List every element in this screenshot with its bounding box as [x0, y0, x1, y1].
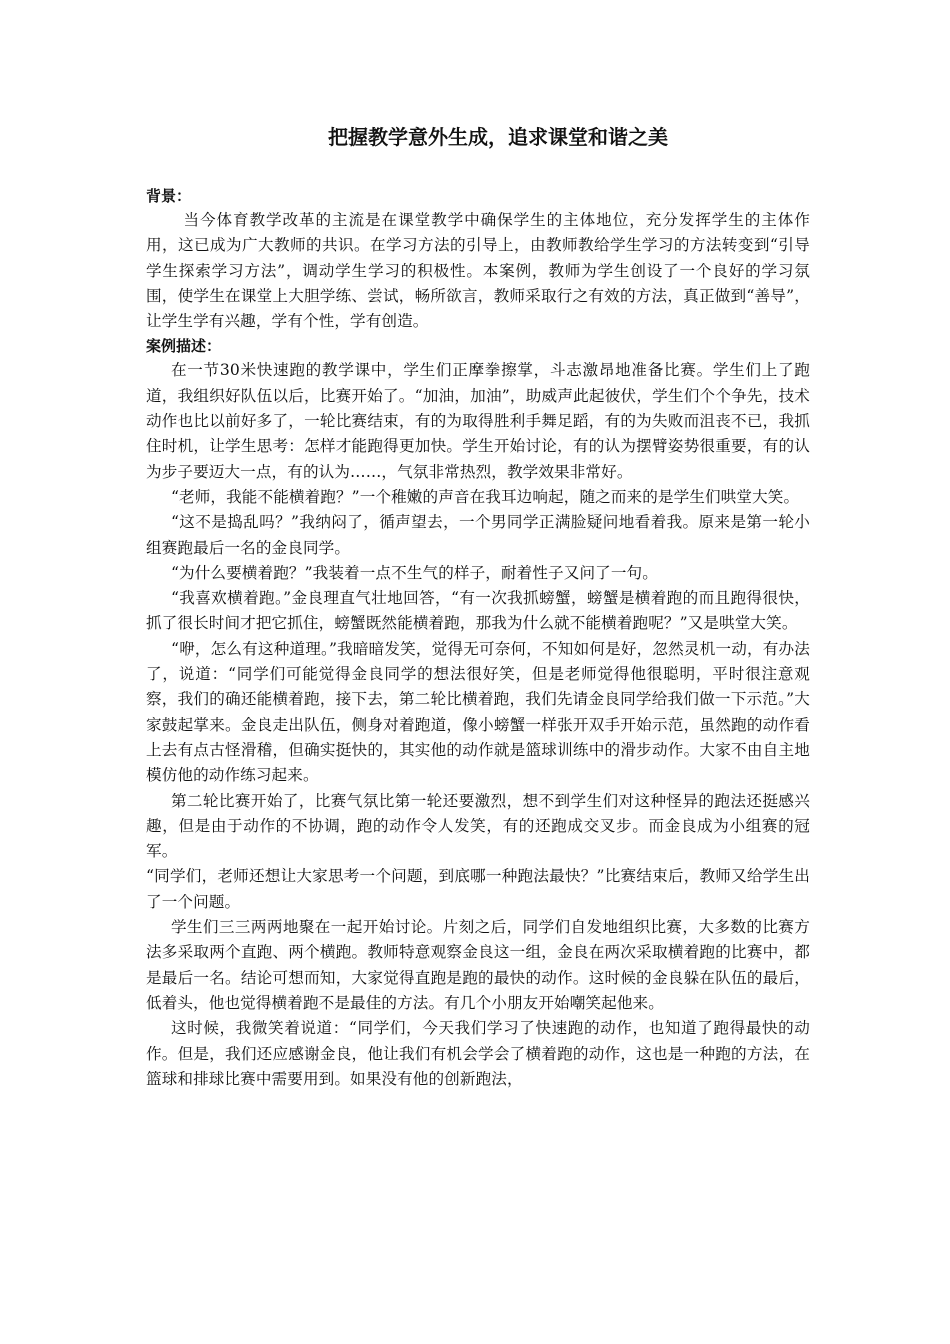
case-paragraph: 第二轮比赛开始了，比赛气氛比第一轮还要激烈，想不到学生们对这种怪异的跑法还挺感兴趣，但是由于动作的不协调，跑的动作令人发笑，有的还跑成交叉步。而金良成为小组赛的冠军。 [146, 791, 810, 861]
case-paragraph: “这不是捣乱吗？”我纳闷了，循声望去，一个男同学正满脸疑问地看着我。原来是第一轮小组赛跑最后一名的金良同学。 [146, 513, 810, 557]
case-paragraph: “老师，我能不能横着跑？”一个稚嫩的声音在我耳边响起，随之而来的是学生们哄堂大笑。 [170, 487, 800, 506]
case-paragraph: 在一节30米快速跑的教学课中，学生们正摩拳擦掌，斗志激昂地准备比赛。学生们上了跑道，我组织好队伍以后，比赛开始了。“加油，加油”，助威声此起彼伏，学生们个个争先，技术动作也比以前好多了，一轮比赛结束，有的为取得胜利手舞足蹈，有的为失败而沮丧不已，我抓住时机，让学生思考：怎样才能跑得更加快。学生开始讨论，有的认为摆臂姿势很重要，有的认为步子要迈大一点，有的认为……，气氛非常热烈，教学效果非常好。 [146, 361, 810, 481]
background-paragraph: 当今体育教学改革的主流是在课堂教学中确保学生的主体地位，充分发挥学生的主体作用，这已成为广大教师的共识。在学习方法的引导上，由教师教给学生学习的方法转变到“引导学生探索学习方法”，调动学生学习的积极性。本案例，教师为学生创设了一个良好的学习氛围，使学生在课堂上大胆学练、尝试，畅所欲言，教师采取行之有效的方法，真正做到“善导”，让学生学有兴趣，学有个性，学有创造。 [146, 211, 810, 331]
case-heading: 案例描述： [146, 337, 222, 356]
case-paragraph: “同学们，老师还想让大家思考一个问题，到底哪一种跑法最快？”比赛结束后，教师又给学生出了一个问题。 [146, 867, 810, 911]
background-heading: 背景： [146, 187, 192, 205]
document-page [146, 120, 810, 1092]
case-paragraph: “为什么要横着跑？”我装着一点不生气的样子，耐着性子又问了一句。 [170, 563, 658, 582]
document-title: 把握教学意外生成，追求课堂和谐之美 [328, 125, 668, 149]
case-paragraph: 学生们三三两两地聚在一起开始讨论。片刻之后，同学们自发地组织比赛，大多数的比赛方法多采取两个直跑、两个横跑。教师特意观察金良这一组，金良在两次采取横着跑的比赛中，都是最后一名。结论可想而知，大家觉得直跑是跑的最快的动作。这时候的金良躲在队伍的最后，低着头，他也觉得横着跑不是最佳的方法。有几个小朋友开始嘲笑起他来。 [146, 918, 810, 1012]
case-paragraph: “我喜欢横着跑。”金良理直气壮地回答，“有一次我抓螃蟹，螃蟹是横着跑的而且跑得很快，抓了很长时间才把它抓住，螃蟹既然能横着跑，那我为什么就不能横着跑呢？”又是哄堂大笑。 [146, 589, 810, 633]
case-paragraph: “咿，怎么有这种道理。”我暗暗发笑，觉得无可奈何，不知如何是好，忽然灵机一动，有办法了，说道：“同学们可能觉得金良同学的想法很好笑，但是老师觉得他很聪明，平时很注意观察，我们的确还能横着跑，接下去，第二轮比横着跑，我们先请金良同学给我们做一下示范。”大家鼓起掌来。金良走出队伍，侧身对着跑道，像小螃蟹一样张开双手开始示范，虽然跑的动作看上去有点古怪滑稽，但确实挺快的，其实他的动作就是篮球训练中的滑步动作。大家不由自主地模仿他的动作练习起来。 [146, 639, 810, 785]
case-paragraph: 这时候，我微笑着说道：“同学们，今天我们学习了快速跑的动作，也知道了跑得最快的动作。但是，我们还应感谢金良，他让我们有机会学会了横着跑的动作，这也是一种跑的方法，在篮球和排球比赛中需要用到。如果没有他的创新跑法， [146, 1019, 810, 1088]
